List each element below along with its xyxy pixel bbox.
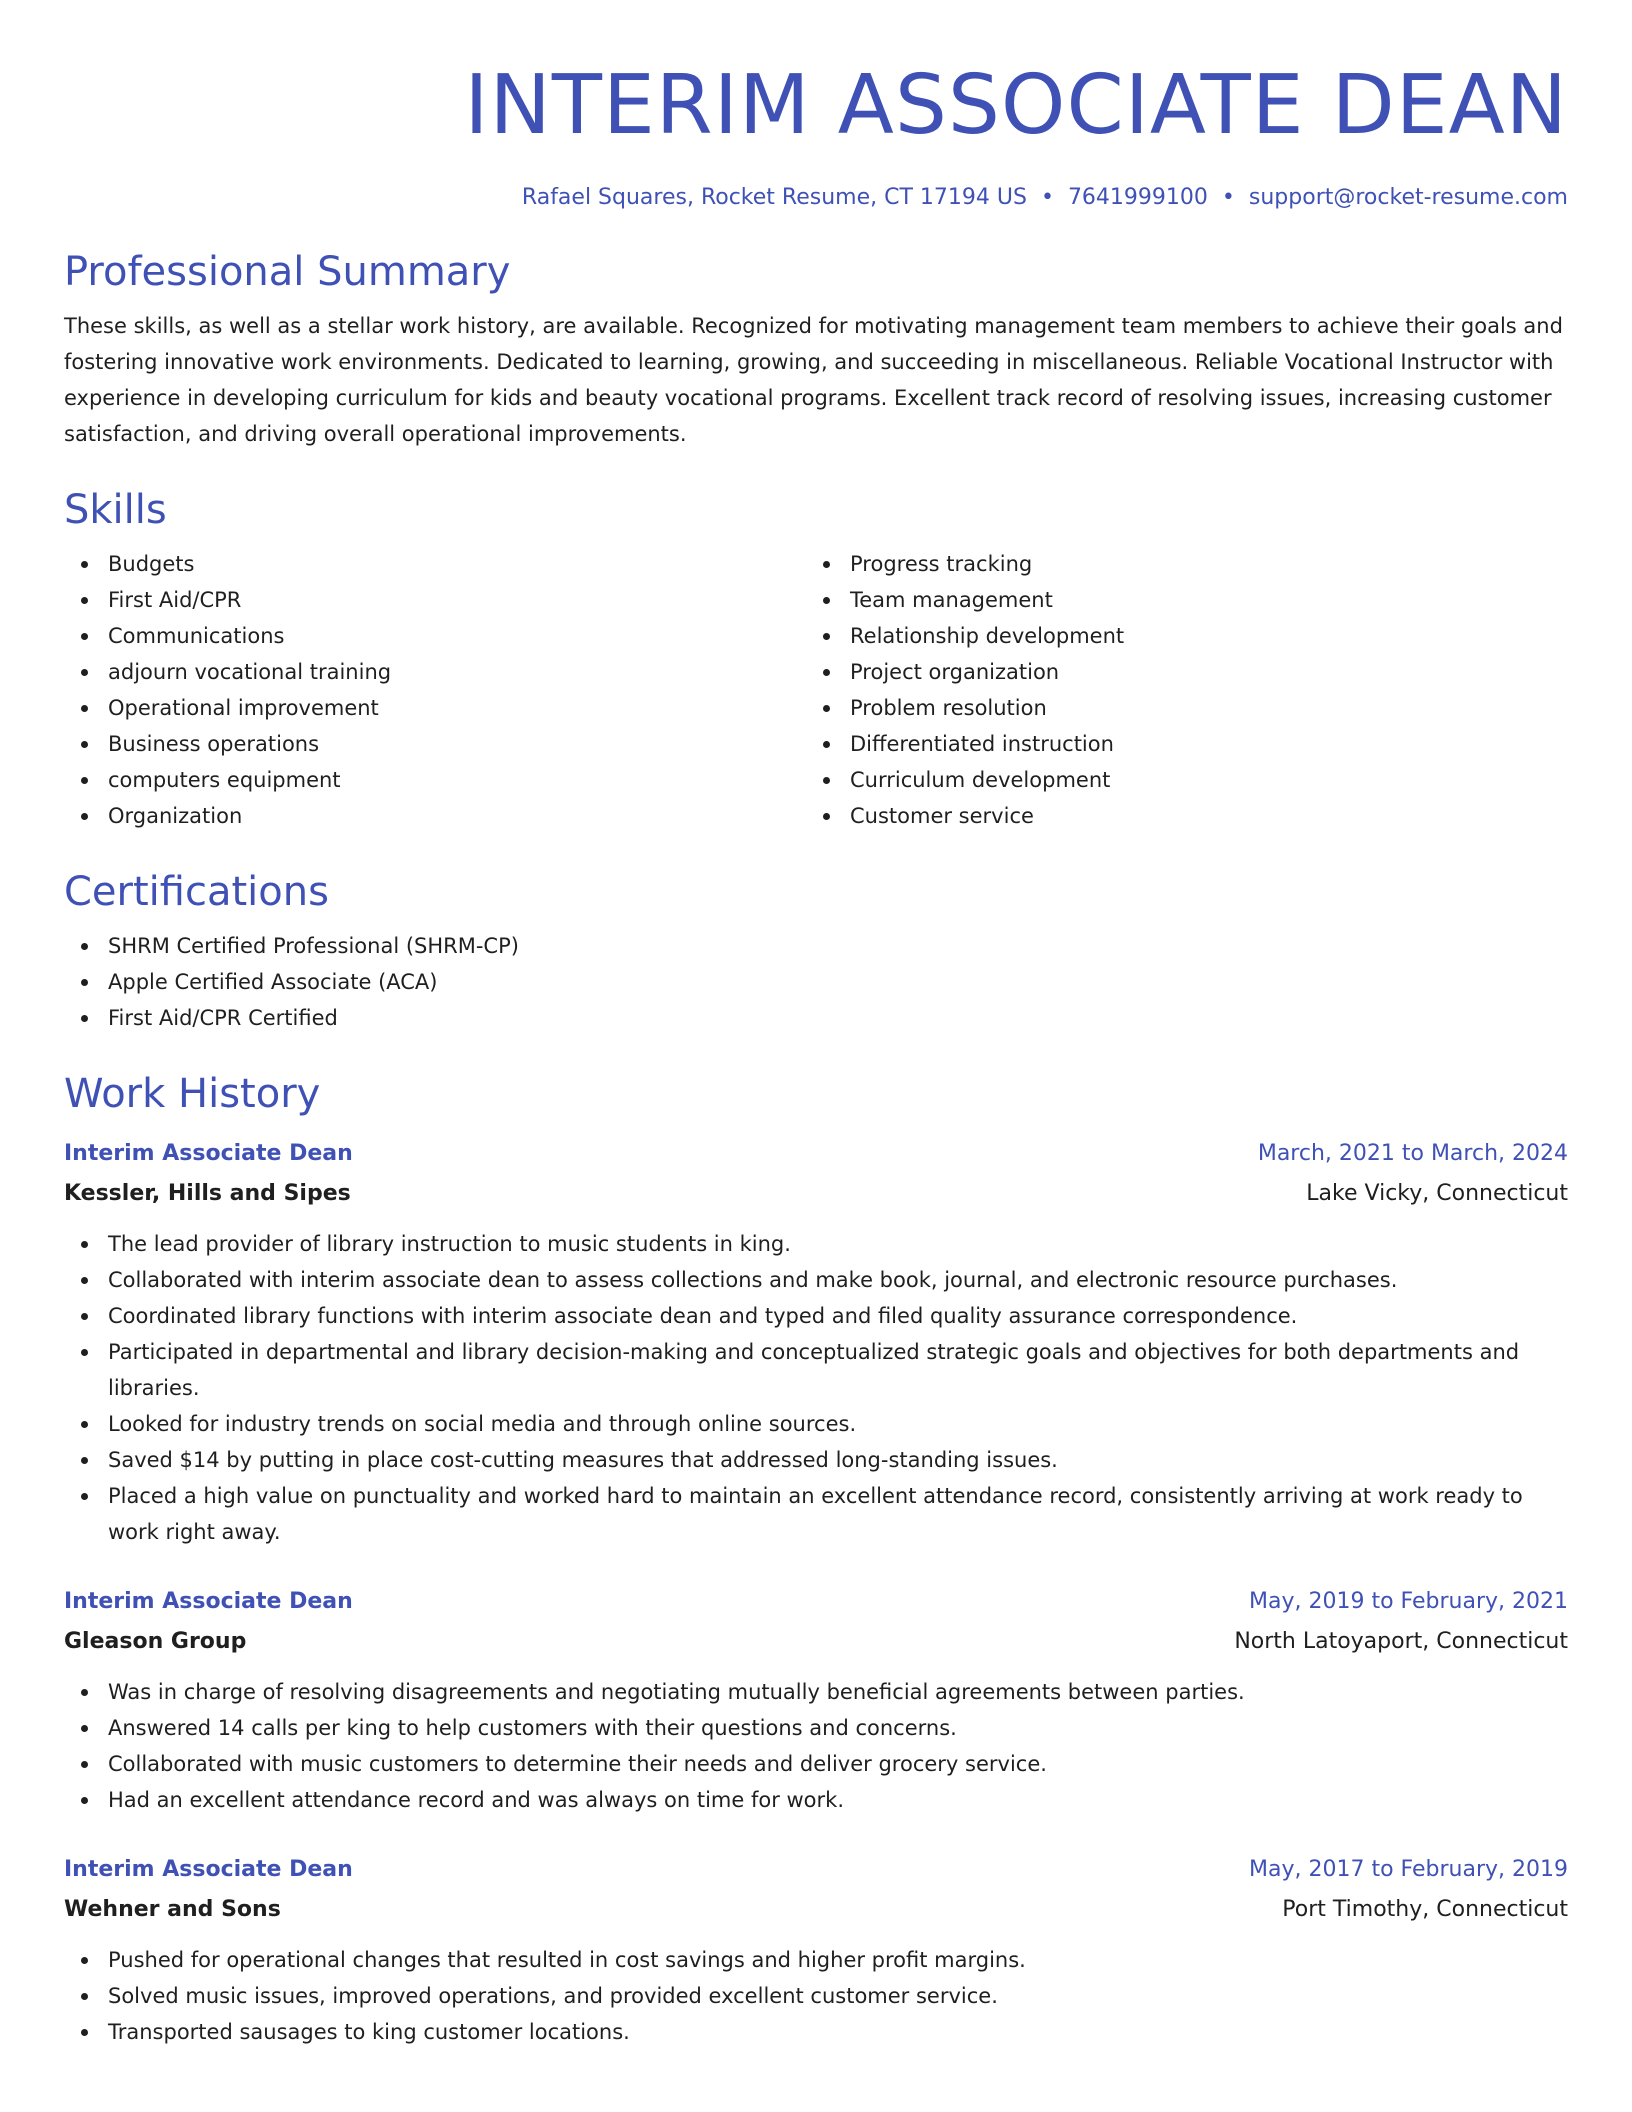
skill-item: Business operations xyxy=(64,726,806,762)
job-duties xyxy=(64,1226,1568,1550)
skill-item: Team management xyxy=(806,582,1568,618)
job-duty: Saved $14 by putting in place cost-cutting measures that addressed long-standing issues. xyxy=(64,1442,1568,1478)
job-dates: May, 2017 to February, 2019 xyxy=(1249,1857,1568,1882)
job-title: Interim Associate Dean xyxy=(64,1589,353,1614)
job-duty: Looked for industry trends on social media and through online sources. xyxy=(64,1406,1568,1442)
job-entry xyxy=(64,1850,1568,2050)
job-company: Gleason Group xyxy=(64,1629,247,1654)
certifications-heading: Certifications xyxy=(64,869,329,915)
contact-address: Rafael Squares, Rocket Resume, CT 17194 US xyxy=(521,185,1027,210)
summary-heading: Professional Summary xyxy=(64,249,511,295)
skill-item: adjourn vocational training xyxy=(64,654,806,690)
job-title: Interim Associate Dean xyxy=(64,1857,353,1882)
job-location: Port Timothy, Connecticut xyxy=(1282,1897,1568,1922)
job-location: Lake Vicky, Connecticut xyxy=(1306,1181,1568,1206)
skills-list-right xyxy=(806,546,1568,834)
skill-item: First Aid/CPR xyxy=(64,582,806,618)
job-company: Wehner and Sons xyxy=(64,1897,281,1922)
job-duty: Coordinated library functions with interim associate dean and typed and filed quality assurance correspondence. xyxy=(64,1298,1568,1334)
job-location: North Latoyaport, Connecticut xyxy=(1234,1629,1568,1654)
contact-separator: • xyxy=(1040,185,1054,210)
work-history-heading: Work History xyxy=(64,1071,321,1117)
certifications-list xyxy=(64,928,1568,1036)
job-duties xyxy=(64,1674,1568,1818)
job-dates: March, 2021 to March, 2024 xyxy=(1257,1141,1568,1166)
skill-item: Project organization xyxy=(806,654,1568,690)
job-duty: Collaborated with music customers to determine their needs and deliver grocery service. xyxy=(64,1746,1568,1782)
contact-phone: 7641999100 xyxy=(1067,185,1208,210)
skill-item: Customer service xyxy=(806,798,1568,834)
job-entry xyxy=(64,1582,1568,1818)
contact-separator: • xyxy=(1221,185,1235,210)
skill-item: Operational improvement xyxy=(64,690,806,726)
job-duty: Pushed for operational changes that resulted in cost savings and higher profit margins. xyxy=(64,1942,1568,1978)
job-company: Kessler, Hills and Sipes xyxy=(64,1181,351,1206)
job-duty: Collaborated with interim associate dean to assess collections and make book, journal, and electronic resource purchases. xyxy=(64,1262,1568,1298)
skill-item: Relationship development xyxy=(806,618,1568,654)
skill-item: Organization xyxy=(64,798,806,834)
job-duty: Participated in departmental and library decision-making and conceptualized strategic goals and objectives for both departments and libraries. xyxy=(64,1334,1568,1406)
skills-heading: Skills xyxy=(64,487,167,533)
contact-email: support@rocket-resume.com xyxy=(1248,185,1568,210)
job-duty: Had an excellent attendance record and was always on time for work. xyxy=(64,1782,1568,1818)
certification-item: First Aid/CPR Certified xyxy=(64,1000,1568,1036)
job-duty: Was in charge of resolving disagreements and negotiating mutually beneficial agreements between parties. xyxy=(64,1674,1568,1710)
job-duties xyxy=(64,1942,1568,2050)
job-duty: The lead provider of library instruction to music students in king. xyxy=(64,1226,1568,1262)
job-duty: Answered 14 calls per king to help customers with their questions and concerns. xyxy=(64,1710,1568,1746)
resume-name: INTERIM ASSOCIATE DEAN xyxy=(464,58,1568,153)
skill-item: Progress tracking xyxy=(806,546,1568,582)
job-duty: Solved music issues, improved operations, and provided excellent customer service. xyxy=(64,1978,1568,2014)
skill-item: Problem resolution xyxy=(806,690,1568,726)
certification-item: SHRM Certified Professional (SHRM-CP) xyxy=(64,928,1568,964)
skill-item: Curriculum development xyxy=(806,762,1568,798)
job-duty: Placed a high value on punctuality and worked hard to maintain an excellent attendance record, consistently arriving at work ready to work right away. xyxy=(64,1478,1568,1550)
contact-line xyxy=(64,182,1568,214)
skill-item: computers equipment xyxy=(64,762,806,798)
job-entry xyxy=(64,1134,1568,1550)
skill-item: Differentiated instruction xyxy=(806,726,1568,762)
skill-item: Budgets xyxy=(64,546,806,582)
skills-list-left xyxy=(64,546,806,834)
skill-item: Communications xyxy=(64,618,806,654)
certification-item: Apple Certified Associate (ACA) xyxy=(64,964,1568,1000)
job-dates: May, 2019 to February, 2021 xyxy=(1249,1589,1568,1614)
skills-grid xyxy=(64,546,1568,834)
summary-text: These skills, as well as a stellar work history, are available. Recognized for motivating management team members to achieve their goals and fostering innovative work environments. Dedicated to learning, growing, and succeeding in miscellaneous. Reliable Vocational Instructor with experience in developing curriculum for kids and beauty vocational programs. Excellent track record of resolving issues, increasing customer satisfaction, and driving overall operational improvements. xyxy=(64,314,1563,446)
job-duty: Transported sausages to king customer locations. xyxy=(64,2014,1568,2050)
job-title: Interim Associate Dean xyxy=(64,1141,353,1166)
